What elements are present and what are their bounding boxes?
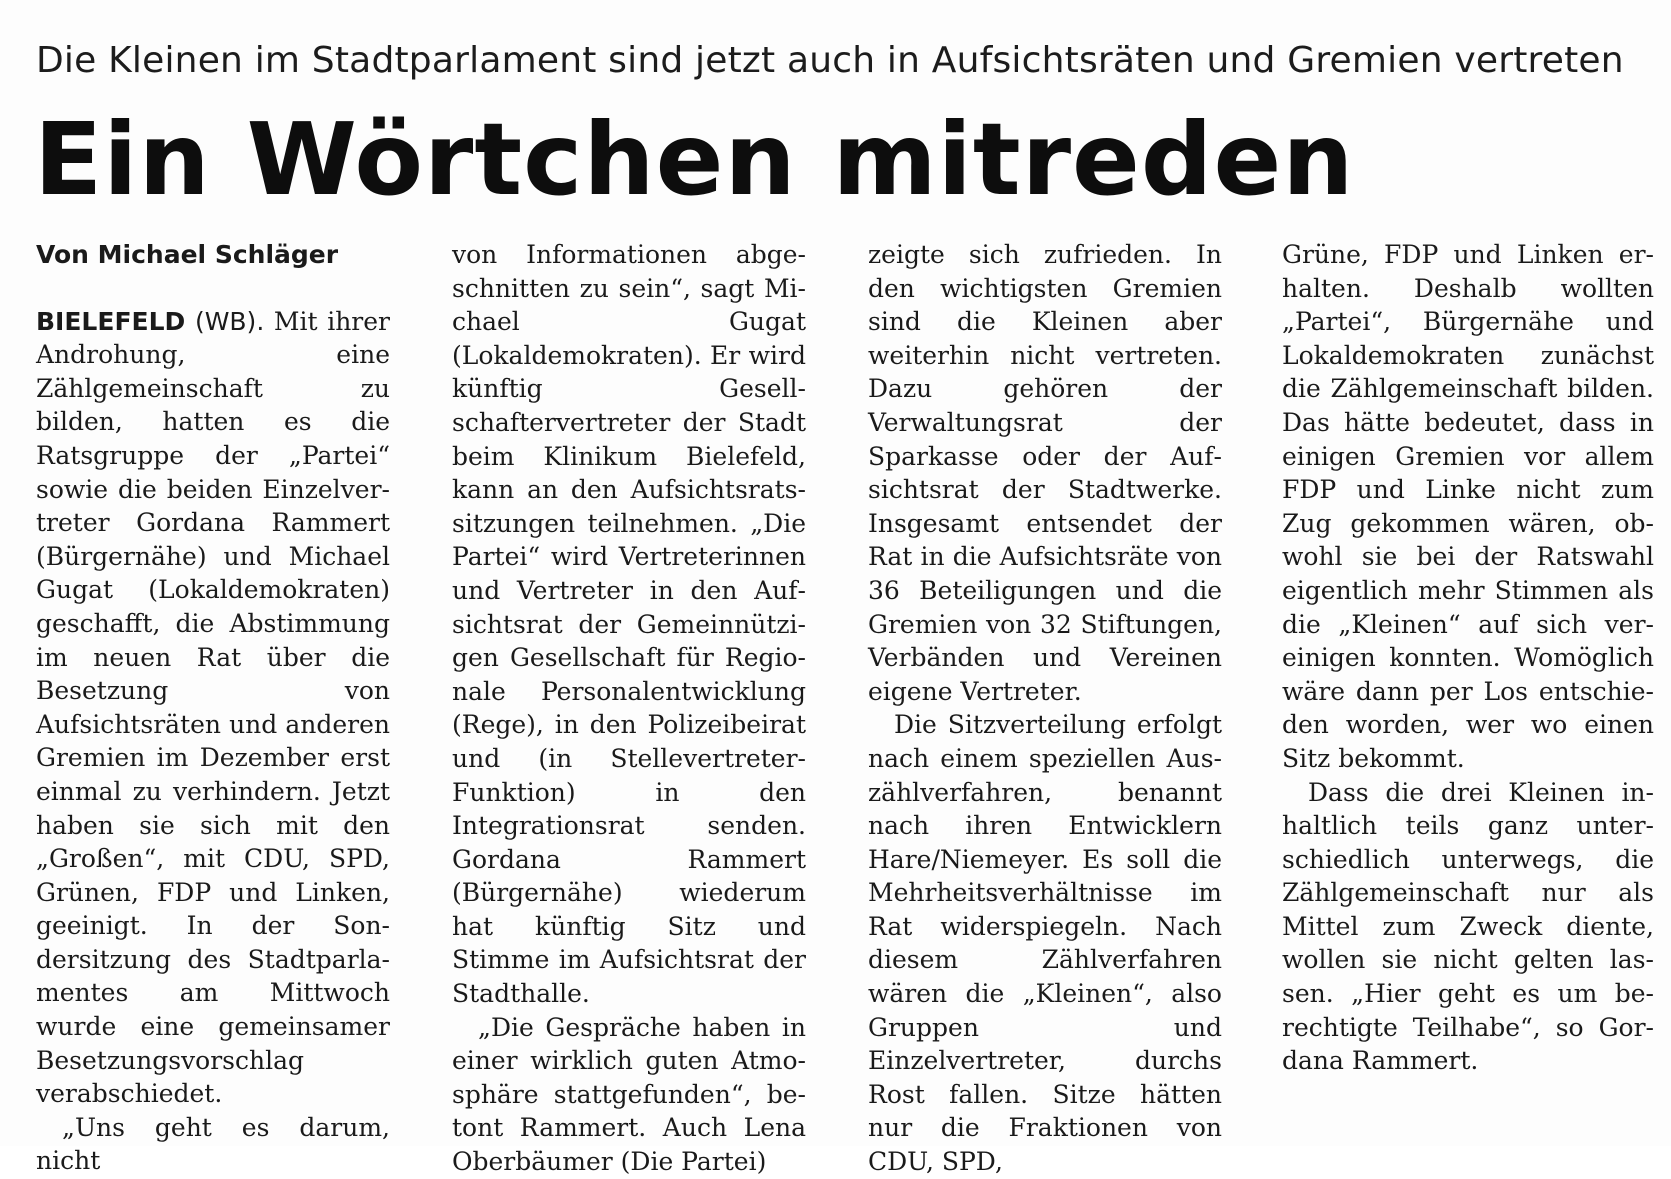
article-headline: Ein Wörtchen mitreden (34, 101, 1355, 218)
article-paragraph-3-start: „Die Gespräche haben in einer wirklich guten Atmosphäre stattgefunden“, betont Rammert. Auch Lena Oberbäumer (Die Partei) (452, 1012, 806, 1177)
article-column-3 (868, 238, 1222, 1179)
article-paragraph-4-cont: Grüne, FDP und Linken erhalten. Deshalb wollten „Partei“, Bürgernähe und Lokaldemokraten zunächst die Zählgemeinschaft bilden. Das hätte bedeutet, dass in einigen Gremien vor allem FDP und Linke nicht zum Zug gekommen wären, obwohl sie bei der Ratswahl eigentlich mehr Stimmen als die „Kleinen“ auf sich vereinigen konnten. Womöglich wäre dann per Los entschieden worden, wer wo einen Sitz bekommt. (1282, 240, 1654, 773)
article-paragraph-2-start: „Uns geht es darum, nicht (36, 1112, 390, 1176)
article-column-2 (452, 238, 806, 1179)
article-paragraph-5: Dass die drei Kleinen inhaltlich teils ganz unterschiedlich unterwegs, die Zählgemeinschaft nur als Mittel zum Zweck diente, wollen sie nicht gelten lassen. „Hier geht es um berechtigte Teilhabe“, so Gordana Rammert. (1282, 777, 1654, 1076)
article-paragraph-4-start: Die Sitzverteilung erfolgt nach einem speziellen Auszählverfahren, benannt nach ihren Entwicklern Hare/Niemeyer. Es soll die Mehrheitsverhältnisse im Rat widerspiegeln. Nach diesem Zählverfahren wären die „Kleinen“, also Gruppen und Einzelvertreter, durchs Rost fallen. Sitze hätten nur die Fraktionen von CDU, SPD, (868, 710, 1222, 1177)
article-kicker: Die Kleinen im Stadtparlament sind jetzt auch in Aufsichtsräten und Gremien vertreten (36, 40, 1624, 81)
article-paragraph-3-cont: zeigte sich zufrieden. In den wichtigsten Gremien sind die Kleinen aber weiterhin nicht vertreten. Dazu gehören der Verwaltungsrat der Sparkasse oder der Aufsichtsrat der Stadtwerke. Insgesamt entsendet der Rat in die Aufsichtsräte von 36 Beteiligungen und die Gremien von 32 Stiftungen, Verbänden und Vereinen eigene Vertreter. (868, 240, 1222, 706)
article-paragraph-1-text: Mit ihrer Androhung, eine Zählgemeinschaft zu bilden, hatten es die Ratsgruppe der „Partei“ sowie die beiden Einzelvertreter Gordana Rammert (Bürgernähe) und Michael Gugat (Lokaldemokraten) geschafft, die Abstimmung im neuen Rat über die Besetzung von Aufsichtsräten und anderen Gremien im Dezember erst einmal zu verhindern. Jetzt haben sie sich mit den „Großen“, mit CDU, SPD, Grünen, FDP und Linken, geeinigt. In der Sondersitzung des Stadtparlamentes am Mittwoch wurde eine gemeinsamer Besetzungsvorschlag verabschiedet. (36, 306, 390, 1109)
article-agency: (WB). (194, 306, 265, 336)
article-column-1 (36, 238, 390, 1178)
article-dateline: BIELEFELD (36, 306, 186, 336)
article-paragraph-1 (36, 305, 390, 1111)
article-paragraph-2-cont: von Informationen abgeschnitten zu sein“, sagt Michael Gugat (Lokaldemokraten). Er wird künftig Gesellschaftervertreter der Stadt beim Klinikum Bielefeld, kann an den Aufsichtsratssitzungen teilnehmen. „Die Partei“ wird Vertreterinnen und Vertreter in den Aufsichtsrat der Gemeinnützigen Gesellschaft für Regionale Personalentwicklung (Rege), in den Polizeibeirat und (in Stellevertreter-Funktion) in den Integrationsrat senden. Gordana Rammert (Bürgernähe) wiederum hat künftig Sitz und Stimme im Aufsichtsrat der Stadthalle. (452, 240, 806, 1009)
article-column-4 (1282, 238, 1654, 1078)
article-byline: Von Michael Schläger (36, 240, 339, 269)
